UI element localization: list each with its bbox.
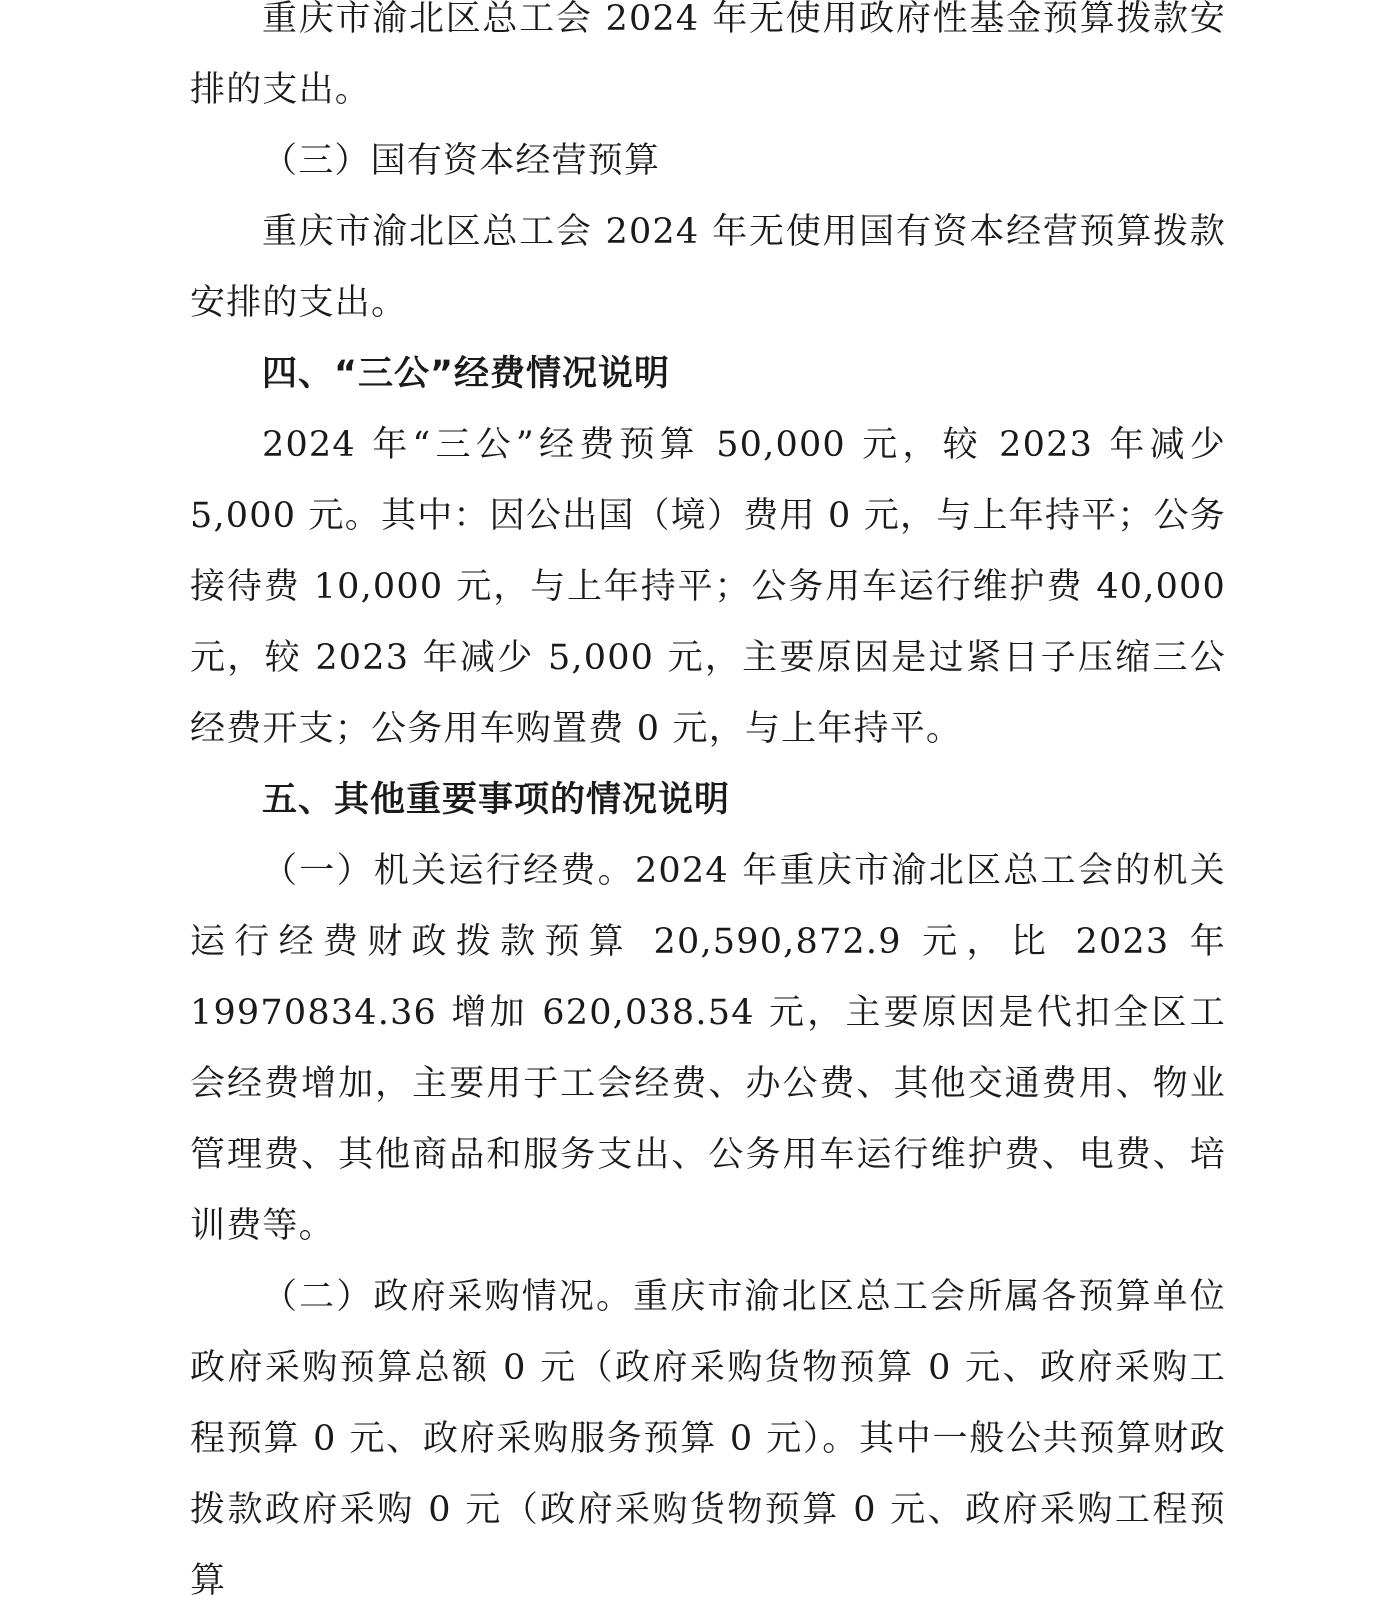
document-page	[190, 0, 1226, 1617]
heading-other-matters: 五、其他重要事项的情况说明	[262, 780, 731, 820]
paragraph-state-capital-budget: 重庆市渝北区总工会 2024 年无使用国有资本经营预算拨款安排的支出。	[190, 212, 1226, 323]
paragraph-fund-budget: 重庆市渝北区总工会 2024 年无使用政府性基金预算拨款安排的支出。	[190, 0, 1226, 110]
paragraph-government-procurement: （二）政府采购情况。重庆市渝北区总工会所属各预算单位政府采购预算总额 0 元（政府采购货物预算 0 元、政府采购工程预算 0 元、政府采购服务预算 0 元）。其中一般公共预算财政拨款政府采购 0 元（政府采购货物预算 0 元、政府采购工程预算	[190, 1277, 1226, 1601]
paragraph-three-public-expenses: 2024 年“三公”经费预算 50,000 元，较 2023 年减少 5,000 元。其中：因公出国（境）费用 0 元，与上年持平；公务接待费 10,000 元，与上年持平；公务用车运行维护费 40,000 元，较 2023 年减少 5,000 元，主要原因是过紧日子压缩三公经费开支；公务用车购置费 0 元，与上年持平。	[190, 425, 1226, 749]
paragraph-operating-expenses: （一）机关运行经费。2024 年重庆市渝北区总工会的机关运行经费财政拨款预算 20,590,872.9 元，比 2023 年 19970834.36 增加 620,038.54 元，主要原因是代扣全区工会经费增加，主要用于工会经费、办公费、其他交通费用、物业管理费、其他商品和服务支出、公务用车运行维护费、电费、培训费等。	[190, 851, 1226, 1246]
subheading-state-capital-budget: （三）国有资本经营预算	[262, 141, 661, 181]
heading-three-public-expenses: 四、“三公”经费情况说明	[262, 354, 671, 394]
